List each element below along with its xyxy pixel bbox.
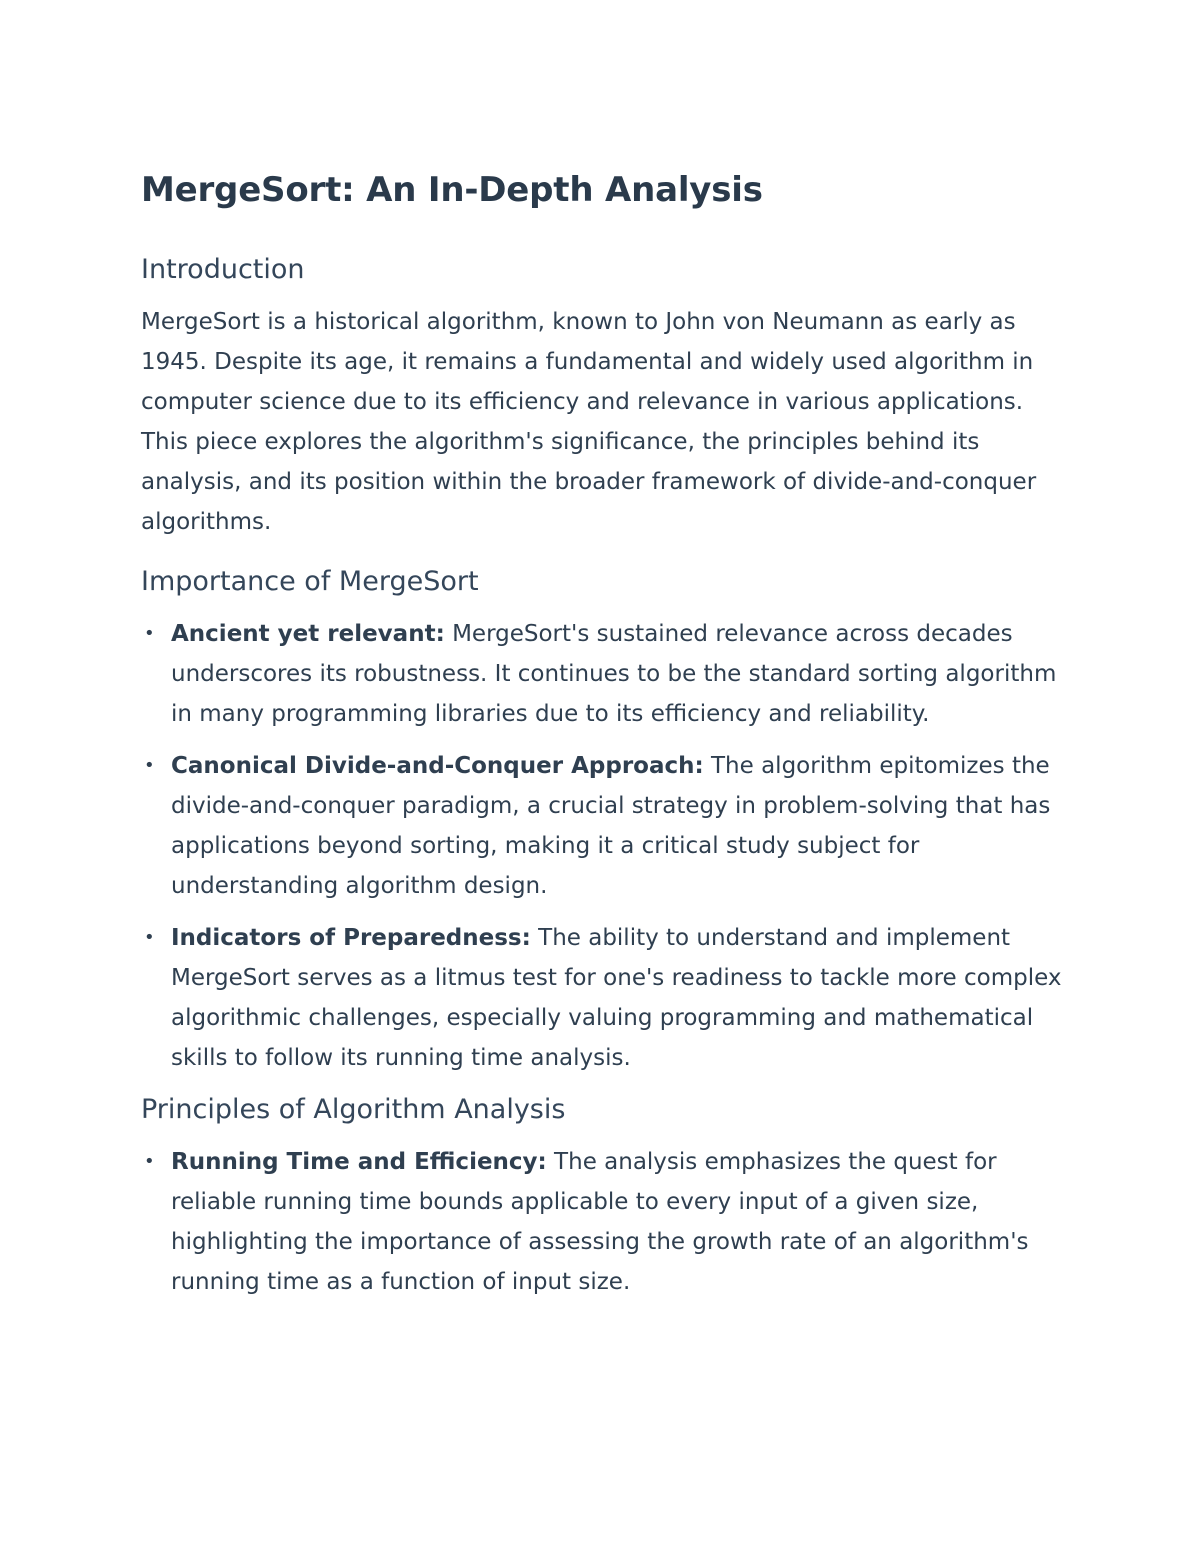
bullet-icon: •: [144, 623, 155, 644]
document-title: MergeSort: An In-Depth Analysis: [141, 170, 763, 210]
list-item-term: Canonical Divide-and-Conquer Approach:: [171, 753, 704, 779]
list-item: [141, 746, 1071, 906]
section-heading-principles: Principles of Algorithm Analysis: [141, 1094, 566, 1125]
list-item: [141, 614, 1071, 734]
list-item-text: The ability to understand and implement MergeSort serves as a litmus test for one's readiness to tackle more complex algorithmic challenges, especially valuing programming and mathematical skills to follow its running time analysis.: [171, 925, 1062, 1071]
list-item-term: Running Time and Efficiency:: [171, 1149, 547, 1175]
document-page: [141, 168, 1071, 1316]
section-heading-introduction: Introduction: [141, 254, 305, 285]
list-item-term: Ancient yet relevant:: [171, 621, 445, 647]
bullet-icon: •: [144, 927, 155, 948]
list-item-text: The algorithm epitomizes the divide-and-conquer paradigm, a crucial strategy in problem-solving that has applications beyond sorting, making it a critical study subject for understanding algorithm design.: [171, 753, 1051, 899]
principles-list: [141, 1142, 1071, 1302]
introduction-paragraph: MergeSort is a historical algorithm, known to John von Neumann as early as 1945. Despite its age, it remains a fundamental and widely used algorithm in computer science due to its efficiency and relevance in various applications. This piece explores the algorithm's significance, the principles behind its analysis, and its position within the broader framework of divide-and-conquer algorithms.: [141, 309, 1037, 535]
list-item-term: Indicators of Preparedness:: [171, 925, 531, 951]
section-heading-importance: Importance of MergeSort: [141, 566, 479, 597]
bullet-icon: •: [144, 1151, 155, 1172]
list-item: [141, 918, 1071, 1078]
bullet-icon: •: [144, 755, 155, 776]
list-item: [141, 1142, 1071, 1302]
importance-list: [141, 614, 1071, 1078]
list-item-text: MergeSort's sustained relevance across decades underscores its robustness. It continues to be the standard sorting algorithm in many programming libraries due to its efficiency and reliability.: [171, 621, 1057, 727]
list-item-text: The analysis emphasizes the quest for reliable running time bounds applicable to every input of a given size, highlighting the importance of assessing the growth rate of an algorithm's running time as a function of input size.: [171, 1149, 1029, 1295]
